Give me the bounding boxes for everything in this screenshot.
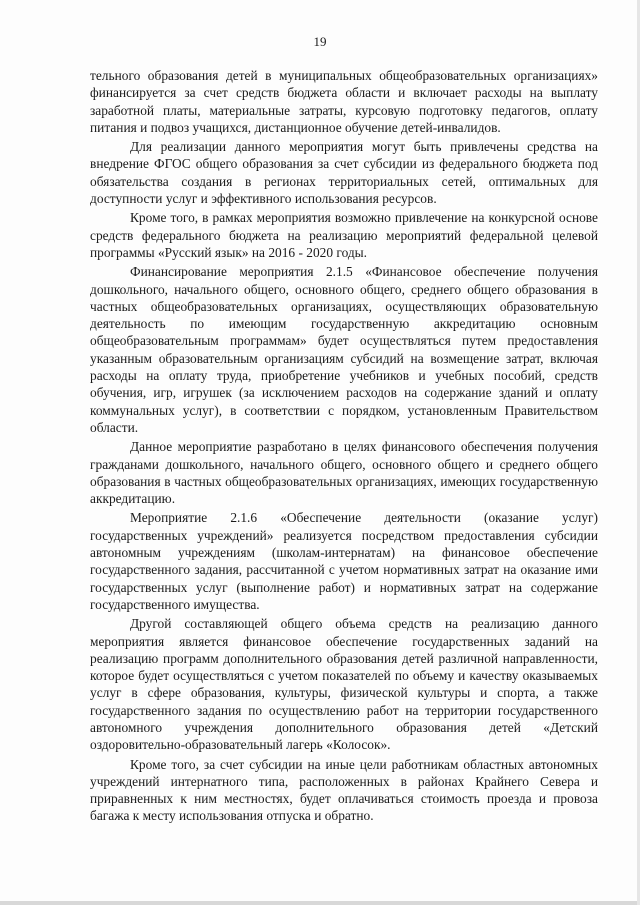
page-number: 19 (313, 34, 327, 49)
document-body (90, 67, 598, 825)
scan-bottom-edge (0, 901, 640, 905)
paragraph-4: Финансирование мероприятия 2.1.5 «Финансовое обеспечение получения дошкольного, начального общего, основного общего, среднего общего образования в частных общеобразовательных организациях, осуществляющих образовательную деятельность по имеющим государственную аккредитацию основным общеобразовательным программам» будет осуществляться путем предоставления указанным образовательным организациям субсидий на возмещение затрат, включая расходы на оплату труда, приобретение учебников и учебных пособий, средств обучения, игр, игрушек (за исключением расходов на содержание зданий и оплату коммунальных услуг), в соответствии с порядком, установленным Правительством области. (90, 264, 598, 435)
paragraph-8: Кроме того, за счет субсидии на иные цели работникам областных автономных учреждений интернатного типа, расположенных в районах Крайнего Севера и приравненных к ним местностях, будет оплачиваться стоимость проезда и провоза багажа к месту использования отпуска и обратно. (90, 756, 598, 824)
paragraph-6: Мероприятие 2.1.6 «Обеспечение деятельности (оказание услуг) государственных учреждений» реализуется посредством предоставления субсидии автономным учреждениям (школам-интернатам) на финансовое обеспечение государственного задания, рассчитанной с учетом нормативных затрат на оказание ими государственных услуг (выполнение работ) и нормативных затрат на содержание государственного имущества. (90, 510, 598, 612)
paragraph-2: Для реализации данного мероприятия могут быть привлечены средства на внедрение ФГОС общего образования за счет субсидии из федерального бюджета под обязательства создания в регионах территориальных сетей, оптимальных для доступности услуг и эффективного использования ресурсов. (90, 139, 598, 207)
paragraph-3: Кроме того, в рамках мероприятия возможно привлечение на конкурсной основе средств федерального бюджета на реализацию мероприятий федеральной целевой программы «Русский язык» на 2016 - 2020 годы. (90, 210, 598, 260)
paragraph-7: Другой составляющей общего объема средств на реализацию данного мероприятия является финансовое обеспечение государственных заданий на реализацию программ дополнительного образования детей различной направленности, которое будет осуществляться с учетом показателей по объему и качеству оказываемых услуг в сфере образования, культуры, физической культуры и спорта, а также государственного задания по осуществлению работ на территории государственного автономного учреждения дополнительного образования детей «Детский оздоровительно-образовательный лагерь «Колосок». (90, 616, 598, 753)
paragraph-5: Данное мероприятие разработано в целях финансового обеспечения получения гражданами дошкольного, начального общего, основного общего и среднего общего образования в частных общеобразовательных организациях, имеющих государственную аккредитацию. (90, 439, 598, 507)
paragraph-1: тельного образования детей в муниципальных общеобразовательных организациях» финансируется за счет средств бюджета области и включает расходы на выплату заработной платы, материальные затраты, курсовую подготовку педагогов, оплату питания и подвоз учащихся, дистанционное обучение детей-инвалидов. (90, 68, 598, 135)
